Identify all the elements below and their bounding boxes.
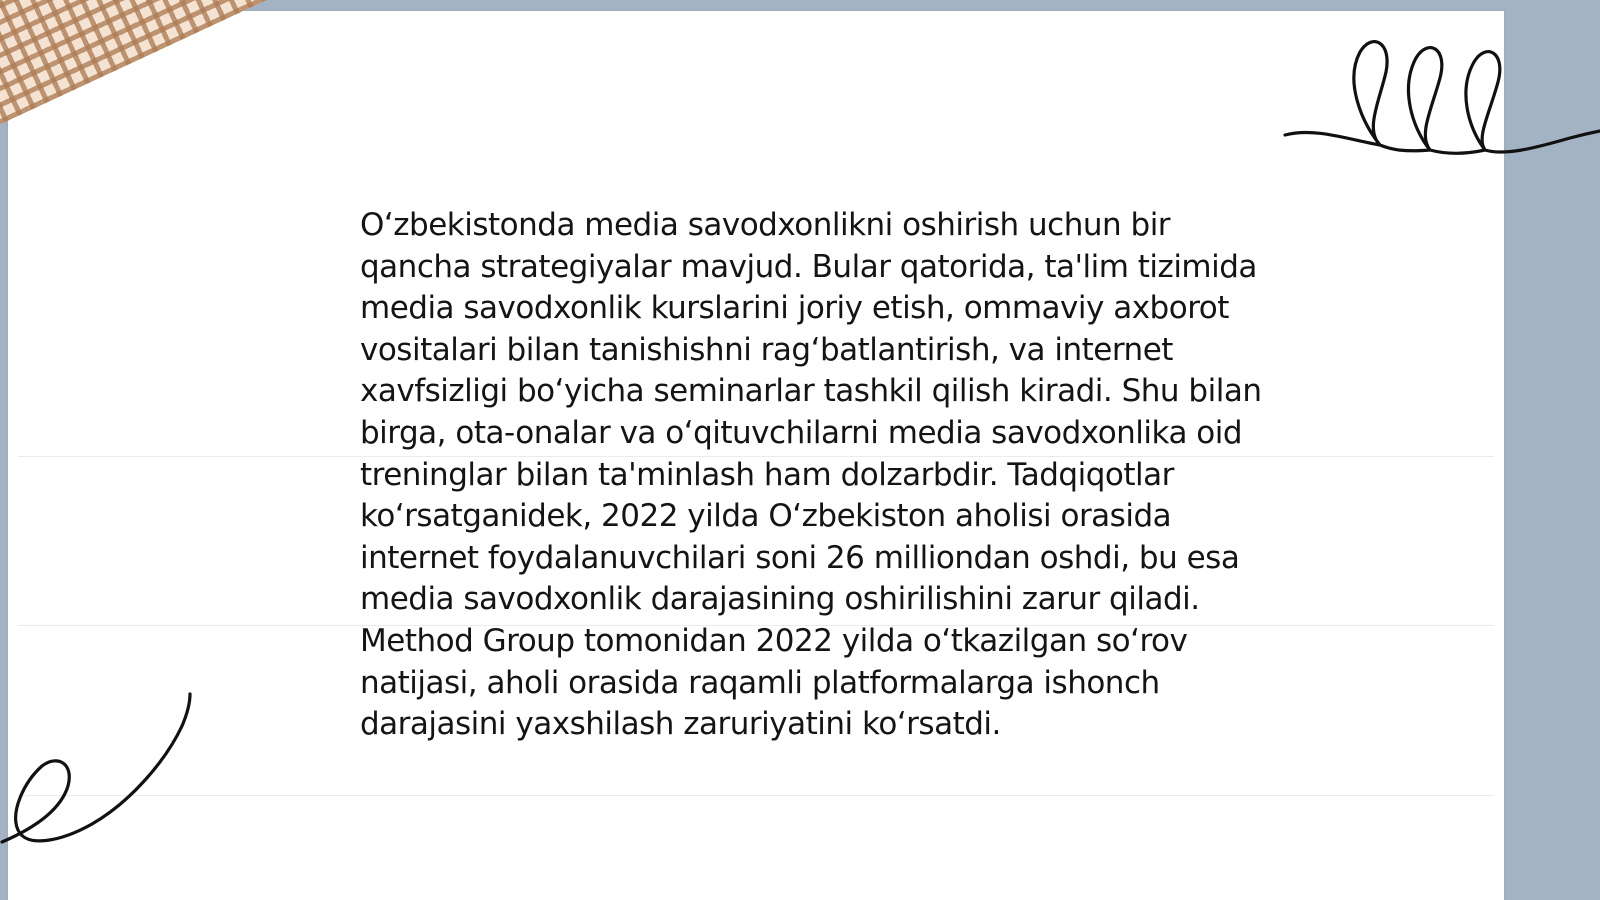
ruled-line — [18, 795, 1494, 796]
body-paragraph: O‘zbekistonda media savodxonlikni oshirish uchun bir qancha strategiyalar mavjud. Bular qatorida, ta'lim tizimida media savodxonlik kurslarini joriy etish, ommaviy axborot vositalari bilan tanishishni rag‘batlantirish, va internet xavfsizligi bo‘yicha seminarlar tashkil qilish kiradi. Shu bilan birga, ota-onalar va o‘qituvchilarni media savodxonlika oid treninglar bilan ta'minlash ham dolzarbdir. Tadqiqotlar ko‘rsatganidek, 2022 yilda O‘zbekiston aholisi orasida internet foydalanuvchilari soni 26 milliondan oshdi, bu esa media savodxonlik darajasining oshirilishini zarur qiladi. Method Group tomonidan 2022 yilda o‘tkazilgan so‘rov natijasi, aholi orasida raqamli platformalarga ishonch darajasini yaxshilash zaruriyatini ko‘rsatdi. — [360, 207, 1262, 743]
